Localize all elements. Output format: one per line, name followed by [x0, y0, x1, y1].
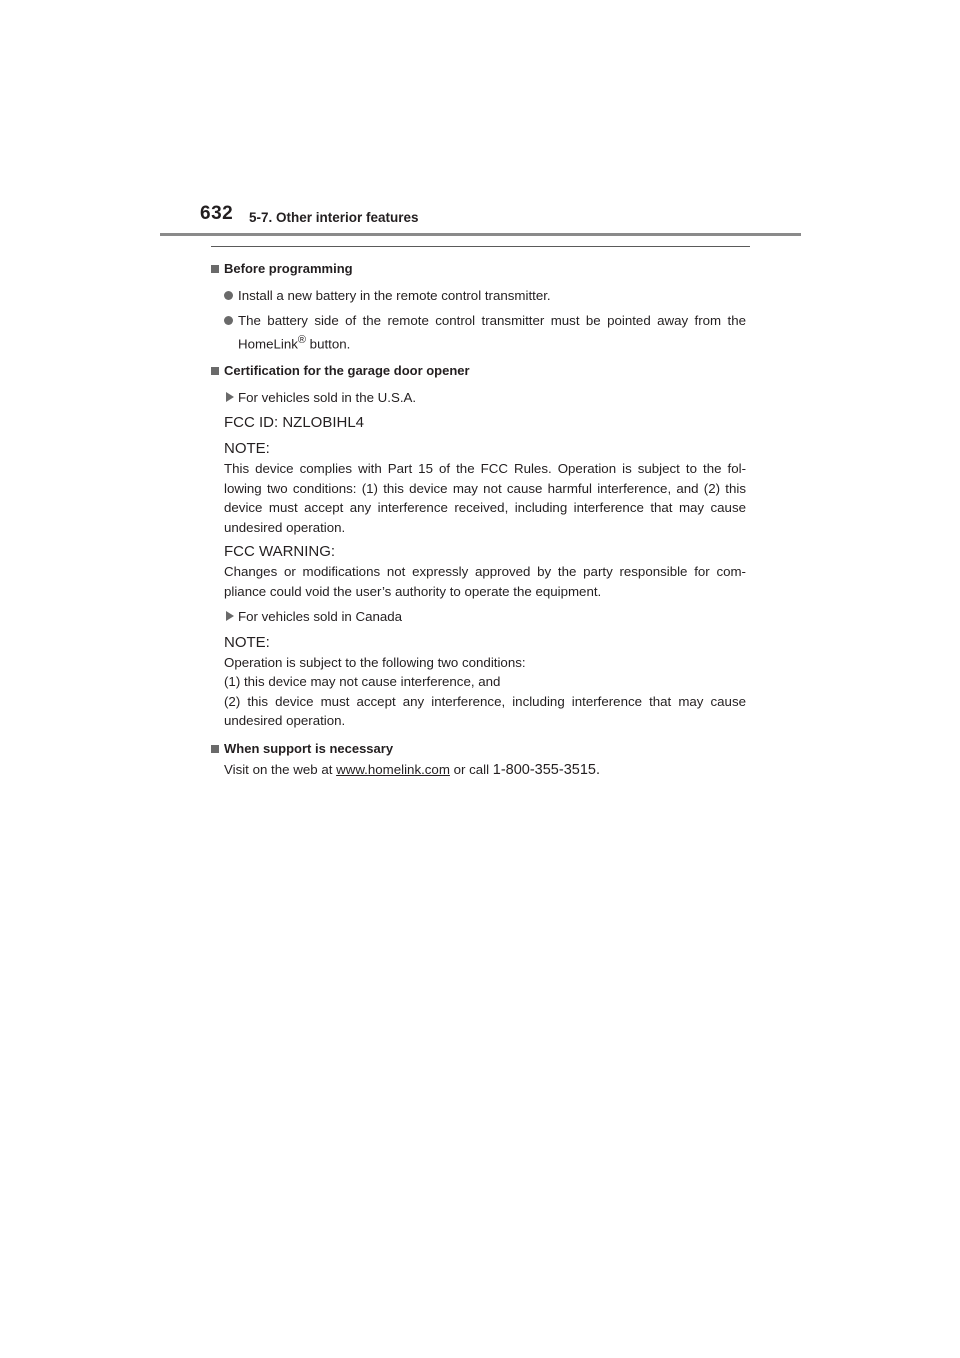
sub-heading-canada: [211, 607, 746, 627]
heading-certification: [211, 361, 746, 381]
heading-before-programming: [211, 259, 746, 279]
note-text: This device complies with Part 15 of the FCC Rules. Operation is subject to the fol-lowing two conditions: (1) this device may not cause harmful interference, and (2) this device must accept any interference received, including interference that may cause undesired operation.: [224, 461, 746, 535]
warning-text: Changes or modifications not expressly approved by the party responsible for com-pliance could void the user’s authority to operate the equipment.: [224, 564, 746, 599]
support-text: [211, 760, 746, 781]
circle-bullet-icon: [224, 316, 233, 325]
support-text-mid: or call: [449, 762, 493, 778]
registered-mark: ®: [297, 333, 306, 346]
heading-support: [211, 739, 746, 759]
triangle-arrow-icon: [226, 611, 234, 621]
square-bullet-icon: [211, 265, 219, 273]
bullet-text: The battery side of the remote control transmitter must be pointed away from the HomeLink: [238, 313, 746, 351]
list-item: [211, 286, 746, 306]
canada-note-label: NOTE:: [224, 633, 270, 651]
canada-line-1: Operation is subject to the following two conditions:: [224, 654, 526, 670]
list-item: [211, 311, 746, 353]
triangle-arrow-icon: [226, 392, 234, 402]
heading-text: Before programming: [224, 261, 353, 276]
page-content: [211, 259, 746, 786]
bullet-text: Install a new battery in the remote control transmitter.: [238, 287, 551, 303]
homelink-link[interactable]: www.homelink.com: [336, 762, 450, 778]
support-phone: 1-800-355-3515.: [492, 762, 600, 779]
sub-heading-text: For vehicles sold in the U.S.A.: [238, 389, 417, 405]
heading-text: Certification for the garage door opener: [224, 363, 470, 379]
fcc-id: FCC ID: NZLOBIHL4: [224, 414, 365, 432]
note-label: NOTE:: [224, 440, 270, 458]
section-title: 5-7. Other interior features: [249, 210, 419, 225]
section-divider: [211, 246, 750, 247]
square-bullet-icon: [211, 367, 219, 375]
circle-bullet-icon: [224, 291, 233, 300]
header-rule: [160, 233, 801, 236]
canada-line-2: (1) this device may not cause interference, and: [224, 674, 501, 690]
warning-label: FCC WARNING:: [224, 543, 336, 561]
bullet-text-end: button.: [305, 335, 351, 351]
canada-line-3: (2) this device must accept any interference, including interference that may cause undesired operation.: [224, 693, 746, 729]
page-number: 632: [200, 203, 234, 224]
support-text-start: Visit on the web at: [224, 762, 337, 778]
sub-heading-usa: [211, 388, 746, 408]
square-bullet-icon: [211, 745, 219, 753]
heading-text: When support is necessary: [224, 740, 394, 756]
sub-heading-text: For vehicles sold in Canada: [238, 609, 403, 625]
